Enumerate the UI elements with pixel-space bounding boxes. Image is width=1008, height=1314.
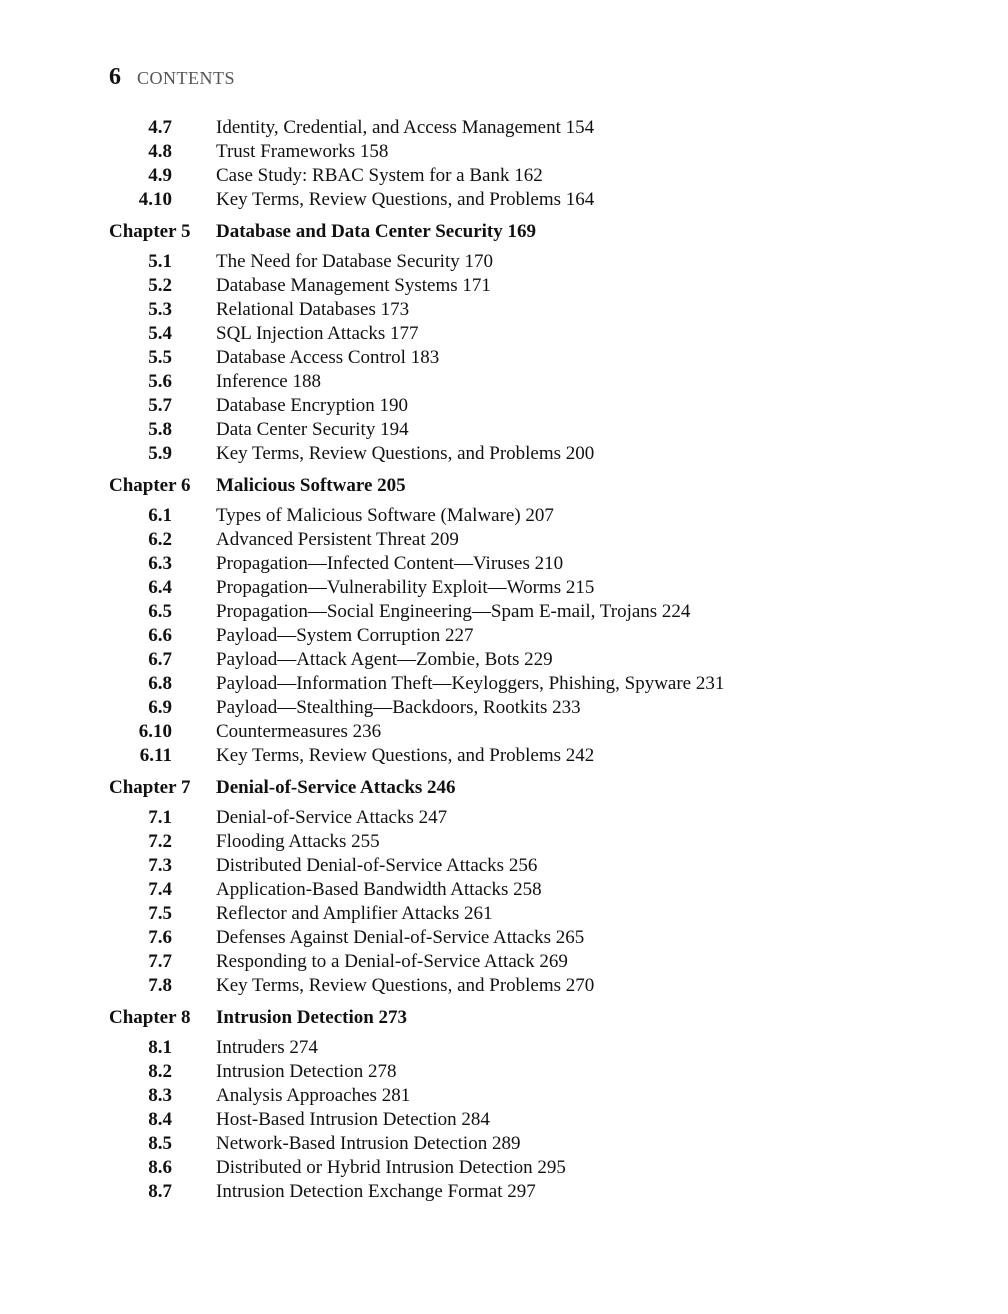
section-number: 5.4: [148, 323, 172, 344]
section-number: 6.2: [148, 529, 172, 550]
chapter-title: Database and Data Center Security 169: [216, 221, 536, 242]
section-title: Analysis Approaches 281: [216, 1085, 411, 1106]
section-title: Intruders 274: [216, 1037, 318, 1058]
section-number: 7.3: [148, 855, 172, 876]
section-title: Application-Based Bandwidth Attacks 258: [216, 879, 542, 900]
section-title: Payload—Stealthing—Backdoors, Rootkits 233: [216, 697, 581, 718]
section-number: 7.5: [148, 903, 172, 924]
toc-section-entry: [109, 648, 969, 672]
section-number: 7.7: [148, 951, 172, 972]
section-title: Case Study: RBAC System for a Bank 162: [216, 165, 543, 186]
section-title: Flooding Attacks 255: [216, 831, 380, 852]
toc-section-entry: [109, 1036, 969, 1060]
toc-section-entry: [109, 322, 969, 346]
toc-section-entry: [109, 696, 969, 720]
toc-section-entry: [109, 744, 969, 768]
toc-section-entry: [109, 576, 969, 600]
toc-section-entry: [109, 552, 969, 576]
toc-section-entry: [109, 274, 969, 298]
toc-section-entry: [109, 974, 969, 998]
section-title: Key Terms, Review Questions, and Problems 164: [216, 189, 595, 210]
section-number: 7.4: [148, 879, 172, 900]
section-number: 4.9: [148, 165, 172, 186]
section-title: Propagation—Infected Content—Viruses 210: [216, 553, 564, 574]
toc-section-entry: [109, 1132, 969, 1156]
section-number: 5.1: [148, 251, 172, 272]
section-title: Reflector and Amplifier Attacks 261: [216, 903, 493, 924]
toc-section-entry: [109, 1180, 969, 1204]
toc-section-entry: [109, 720, 969, 744]
section-number: 6.9: [148, 697, 172, 718]
section-title: Intrusion Detection 278: [216, 1061, 397, 1082]
toc-section-entry: [109, 394, 969, 418]
toc-section-entry: [109, 504, 969, 528]
toc-section-entry: [109, 926, 969, 950]
section-number: 6.5: [148, 601, 172, 622]
toc-section-entry: [109, 672, 969, 696]
toc-section-entry: [109, 528, 969, 552]
chapter-title: Denial-of-Service Attacks 246: [216, 777, 456, 798]
section-title: Payload—System Corruption 227: [216, 625, 474, 646]
section-number: 5.3: [148, 299, 172, 320]
section-number: 7.8: [148, 975, 172, 996]
section-number: 8.7: [148, 1181, 172, 1202]
section-number: 5.8: [148, 419, 172, 440]
chapter-number: Chapter 8: [109, 1007, 191, 1028]
toc-section-entry: [109, 950, 969, 974]
toc-section-entry: [109, 624, 969, 648]
section-title: The Need for Database Security 170: [216, 251, 493, 272]
toc-chapter-entry: [109, 474, 969, 498]
section-number: 5.7: [148, 395, 172, 416]
section-number: 6.10: [138, 721, 172, 742]
section-number: 8.4: [148, 1109, 172, 1130]
toc-section-entry: [109, 116, 969, 140]
toc-section-entry: [109, 1084, 969, 1108]
toc-section-entry: [109, 346, 969, 370]
toc-chapter-entry: [109, 776, 969, 800]
section-number: 7.6: [148, 927, 172, 948]
section-number: 8.2: [148, 1061, 172, 1082]
section-title: Inference 188: [216, 371, 321, 392]
section-number: 6.8: [148, 673, 172, 694]
section-title: Intrusion Detection Exchange Format 297: [216, 1181, 536, 1202]
section-title: Identity, Credential, and Access Management 154: [216, 117, 595, 138]
section-number: 8.6: [148, 1157, 172, 1178]
chapter-number: Chapter 7: [109, 777, 191, 798]
section-title: Relational Databases 173: [216, 299, 410, 320]
section-number: 5.9: [148, 443, 172, 464]
chapter-number: Chapter 6: [109, 475, 191, 496]
chapter-number: Chapter 5: [109, 221, 191, 242]
section-title: Distributed or Hybrid Intrusion Detection 295: [216, 1157, 566, 1178]
chapter-title: Intrusion Detection 273: [216, 1007, 408, 1028]
toc-section-entry: [109, 164, 969, 188]
section-number: 8.1: [148, 1037, 172, 1058]
section-number: 5.2: [148, 275, 172, 296]
section-title: Database Management Systems 171: [216, 275, 491, 296]
section-title: SQL Injection Attacks 177: [216, 323, 419, 344]
section-title: Payload—Information Theft—Keyloggers, Phishing, Spyware 231: [216, 673, 725, 694]
section-title: Key Terms, Review Questions, and Problems 242: [216, 745, 595, 766]
toc-section-entry: [109, 854, 969, 878]
section-title: Propagation—Vulnerability Exploit—Worms 215: [216, 577, 595, 598]
toc-section-entry: [109, 370, 969, 394]
toc-section-entry: [109, 1060, 969, 1084]
section-title: Responding to a Denial-of-Service Attack 269: [216, 951, 568, 972]
toc-chapter-entry: [109, 220, 969, 244]
section-title: Key Terms, Review Questions, and Problems 200: [216, 443, 595, 464]
section-title: Types of Malicious Software (Malware) 207: [216, 505, 554, 526]
section-title: Database Encryption 190: [216, 395, 409, 416]
section-number: 6.6: [148, 625, 172, 646]
toc-section-entry: [109, 1108, 969, 1132]
page-header: [109, 64, 235, 96]
section-number: 6.3: [148, 553, 172, 574]
section-title: Data Center Security 194: [216, 419, 409, 440]
toc-section-entry: [109, 878, 969, 902]
table-of-contents: [109, 116, 969, 1204]
section-number: 8.5: [148, 1133, 172, 1154]
toc-section-entry: [109, 188, 969, 212]
toc-section-entry: [109, 140, 969, 164]
section-number: 4.8: [148, 141, 172, 162]
section-number: 6.7: [148, 649, 172, 670]
running-head: CONTENTS: [137, 68, 235, 88]
section-title: Denial-of-Service Attacks 247: [216, 807, 448, 828]
section-number: 6.4: [148, 577, 172, 598]
section-number: 4.7: [148, 117, 172, 138]
toc-section-entry: [109, 298, 969, 322]
section-number: 5.6: [148, 371, 172, 392]
section-title: Network-Based Intrusion Detection 289: [216, 1133, 521, 1154]
section-title: Distributed Denial-of-Service Attacks 256: [216, 855, 538, 876]
toc-section-entry: [109, 600, 969, 624]
section-number: 4.10: [138, 189, 172, 210]
section-number: 5.5: [148, 347, 172, 368]
section-title: Propagation—Social Engineering—Spam E-mail, Trojans 224: [216, 601, 691, 622]
toc-section-entry: [109, 830, 969, 854]
section-title: Defenses Against Denial-of-Service Attacks 265: [216, 927, 585, 948]
section-number: 7.2: [148, 831, 172, 852]
section-number: 8.3: [148, 1085, 172, 1106]
toc-section-entry: [109, 442, 969, 466]
toc-section-entry: [109, 250, 969, 274]
section-title: Payload—Attack Agent—Zombie, Bots 229: [216, 649, 553, 670]
toc-section-entry: [109, 418, 969, 442]
chapter-title: Malicious Software 205: [216, 475, 406, 496]
section-number: 7.1: [148, 807, 172, 828]
section-title: Host-Based Intrusion Detection 284: [216, 1109, 490, 1130]
section-title: Trust Frameworks 158: [216, 141, 389, 162]
toc-section-entry: [109, 902, 969, 926]
section-number: 6.11: [139, 745, 172, 766]
section-title: Countermeasures 236: [216, 721, 382, 742]
section-title: Database Access Control 183: [216, 347, 440, 368]
toc-section-entry: [109, 1156, 969, 1180]
section-title: Advanced Persistent Threat 209: [216, 529, 459, 550]
toc-chapter-entry: [109, 1006, 969, 1030]
section-title: Key Terms, Review Questions, and Problems 270: [216, 975, 595, 996]
page-number: 6: [109, 64, 121, 90]
toc-section-entry: [109, 806, 969, 830]
section-number: 6.1: [148, 505, 172, 526]
